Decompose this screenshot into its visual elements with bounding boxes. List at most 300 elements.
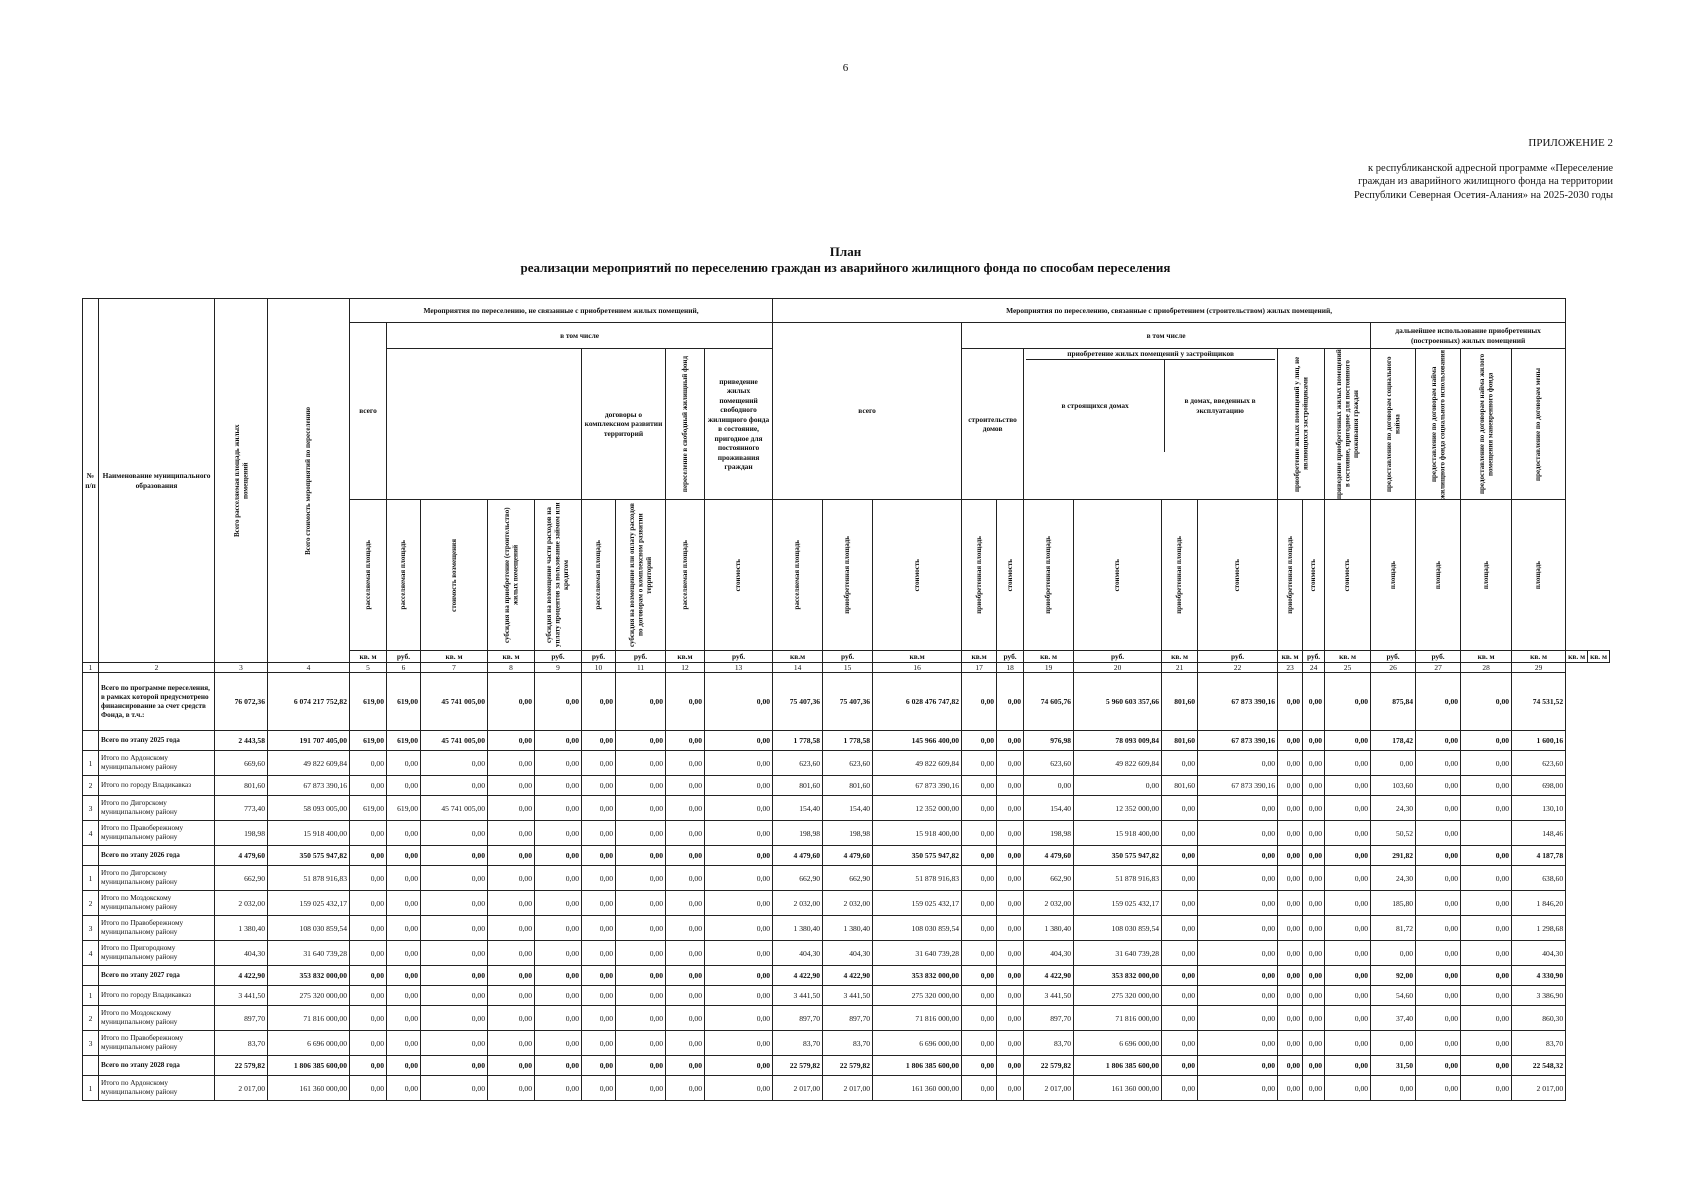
table-cell: 0,00 [1325,1076,1371,1101]
unit-18: руб. [1074,651,1162,663]
unit-28: кв. м [1566,651,1588,663]
table-cell: 0,00 [1416,1056,1461,1076]
table-cell: 0,00 [488,846,535,866]
table-cell: 1 298,68 [1512,916,1566,941]
table-cell: 0,00 [535,673,582,731]
table-cell: 0,00 [616,966,666,986]
table-cell: 1 846,20 [1512,891,1566,916]
table-cell: 0,00 [1416,731,1461,751]
column-number: 10 [582,663,616,673]
header-total-cost: Всего стоимость мероприятий по переселению [268,299,350,663]
table-cell: 58 093 005,00 [268,796,350,821]
column-number: 14 [773,663,823,673]
table-cell: 0,00 [582,941,616,966]
table-cell: 619,00 [350,673,387,731]
table-cell: 0,00 [421,846,488,866]
table-cell: 0,00 [421,1056,488,1076]
table-cell: 0,00 [705,986,773,1006]
table-cell: 275 320 000,00 [873,986,962,1006]
unit-22: руб. [1303,651,1325,663]
table-cell: 0,00 [997,776,1024,796]
table-cell: 0,00 [582,673,616,731]
table-cell: 0,00 [997,891,1024,916]
row-number: 4 [83,941,99,966]
table-cell: 0,00 [1461,846,1512,866]
table-cell: 0,00 [421,916,488,941]
table-cell: 159 025 432,17 [268,891,350,916]
row-number: 2 [83,1006,99,1031]
table-cell: 623,60 [823,751,873,776]
header-further-use: дальнейшее использование приобретенных (построенных) жилых помещений [1371,323,1566,349]
table-cell: 0,00 [421,966,488,986]
table-cell: 0,00 [1162,796,1198,821]
table-cell: 897,70 [773,1006,823,1031]
table-cell: 0,00 [350,1076,387,1101]
table-cell: 0,00 [1416,776,1461,796]
column-number: 7 [421,663,488,673]
table-cell: 76 072,36 [215,673,268,731]
table-cell: 0,00 [1278,796,1303,821]
table-cell: 0,00 [1303,821,1325,846]
table-cell: 0,00 [616,1031,666,1056]
row-number: 1 [83,1076,99,1101]
table-cell: 0,00 [1325,776,1371,796]
table-cell: 353 832 000,00 [873,966,962,986]
sub-acq-area-19: приобретенная площадь [1024,500,1074,651]
table-cell: 0,00 [1416,1006,1461,1031]
table-cell: 0,00 [1325,986,1371,1006]
table-cell: 185,80 [1371,891,1416,916]
row-number: 1 [83,751,99,776]
table-cell: 0,00 [535,846,582,866]
table-cell: 0,00 [582,846,616,866]
header-blank [387,349,582,500]
header-vsego-1: всего [350,323,387,500]
municipality-name: Итого по Дигорскому муниципальному району [99,796,215,821]
table-cell: 0,00 [421,1076,488,1101]
table-cell: 0,00 [997,1076,1024,1101]
table-cell: 0,00 [1461,916,1512,941]
table-cell: 0,00 [1162,866,1198,891]
table-cell: 801,60 [215,776,268,796]
header-acq-dev [1024,349,1278,500]
page-number: 6 [842,62,849,74]
table-cell: 0,00 [387,986,421,1006]
header-exchange: предоставление по договорам мены [1512,349,1566,500]
table-cell: 0,00 [1024,776,1074,796]
table-cell: 619,00 [350,731,387,751]
unit-10: кв.м [666,651,705,663]
column-number: 15 [823,663,873,673]
table-cell: 1 380,40 [215,916,268,941]
sub-free-area-12: расселяемая площадь [666,500,705,651]
table-cell: 0,00 [666,796,705,821]
table-cell: 145 966 400,00 [873,731,962,751]
unit-20: руб. [1198,651,1278,663]
table-cell: 3 441,50 [773,986,823,1006]
sub-area-29: площадь [1512,500,1566,651]
table-cell: 0,00 [1198,796,1278,821]
table-cell: 0,00 [962,673,997,731]
table-cell: 1 380,40 [823,916,873,941]
table-cell: 49 822 609,84 [873,751,962,776]
table-cell: 0,00 [1303,1006,1325,1031]
table-cell: 619,00 [387,673,421,731]
table-cell: 67 873 390,16 [873,776,962,796]
table-cell: 0,00 [535,776,582,796]
row-number [83,966,99,986]
table-cell: 0,00 [421,891,488,916]
table-cell: 0,00 [387,1056,421,1076]
table-cell: 0,00 [997,1056,1024,1076]
table-cell: 0,00 [666,776,705,796]
table-cell: 0,00 [535,1006,582,1031]
table-cell: 0,00 [1303,731,1325,751]
table-cell: 404,30 [823,941,873,966]
unit-19: кв. м [1162,651,1198,663]
table-cell: 0,00 [1162,966,1198,986]
table-cell: 0,00 [582,1076,616,1101]
table-cell: 0,00 [1303,966,1325,986]
sub-subsidy-interest-9: субсидия на возмещение части расходов на уплату процентов за пользование займом или кредитом [535,500,582,651]
sub-kompl-subsidy-11: субсидия на возмещение или оплату расходов по договорам о комплексном развитии территорий [616,500,666,651]
municipality-name: Итого по Ардонскому муниципальному району [99,751,215,776]
column-number: 23 [1278,663,1303,673]
table-cell: 0,00 [616,751,666,776]
table-cell: 67 873 390,16 [1198,673,1278,731]
table-cell: 0,00 [582,866,616,891]
table-cell: 71 816 000,00 [1074,1006,1162,1031]
header-bring-acq: приведение приобретенных жилых помещений в состояние, пригодное для постоянного проживания граждан [1325,349,1371,500]
table-cell: 0,00 [387,1006,421,1031]
sub-subsidy-acq-8: субсидия на приобретение (строительство) жилых помещений [488,500,535,651]
table-cell: 0,00 [1461,966,1512,986]
table-cell: 0,00 [1198,1031,1278,1056]
table-cell: 198,98 [1024,821,1074,846]
sub-cost-22: стоимость [1198,500,1278,651]
table-cell: 1 806 385 600,00 [268,1056,350,1076]
table-cell: 0,00 [421,986,488,1006]
table-cell: 0,00 [705,966,773,986]
table-cell: 0,00 [1303,1031,1325,1056]
title-line-1: План [829,244,862,259]
table-cell: 0,00 [421,1006,488,1031]
table-cell: 1 778,58 [773,731,823,751]
row-number: 2 [83,891,99,916]
table-cell: 0,00 [666,731,705,751]
table-cell: 0,00 [1278,776,1303,796]
row-number: 2 [83,776,99,796]
table-row [83,941,1610,966]
table-cell: 0,00 [350,891,387,916]
table-cell: 0,00 [997,821,1024,846]
table-cell: 0,00 [705,891,773,916]
table-cell: 31,50 [1371,1056,1416,1076]
table-cell: 0,00 [616,1076,666,1101]
table-cell: 0,00 [616,866,666,891]
table-cell: 0,00 [1416,846,1461,866]
table-cell: 0,00 [666,941,705,966]
table-cell: 0,00 [1198,916,1278,941]
table-cell: 0,00 [1278,751,1303,776]
table-cell: 0,00 [350,866,387,891]
table-cell: 350 575 947,82 [1074,846,1162,866]
column-number: 17 [962,663,997,673]
table-cell: 801,60 [1162,731,1198,751]
table-cell: 801,60 [773,776,823,796]
table-cell: 0,00 [962,796,997,821]
unit-9: руб. [616,651,666,663]
table-cell: 0,00 [387,966,421,986]
table-cell: 0,00 [535,751,582,776]
table-cell: 31 640 739,28 [873,941,962,966]
header-in-that-1: в том числе [387,323,773,349]
table-cell: 0,00 [387,751,421,776]
unit-23: кв. м [1325,651,1371,663]
table-cell: 0,00 [1278,673,1303,731]
table-cell: 0,00 [1278,866,1303,891]
table-row [83,1006,1610,1031]
sub-area-28: площадь [1461,500,1512,651]
table-cell: 0,00 [582,731,616,751]
table-cell: 2 017,00 [215,1076,268,1101]
table-cell: 0,00 [962,776,997,796]
table-cell: 0,00 [1303,986,1325,1006]
table-cell: 0,00 [1162,751,1198,776]
table-cell: 0,00 [705,1056,773,1076]
table-cell: 404,30 [1024,941,1074,966]
table-cell: 638,60 [1512,866,1566,891]
table-cell: 0,00 [488,796,535,821]
table-cell: 0,00 [488,986,535,1006]
table-total-row [83,846,1610,866]
table-cell: 159 025 432,17 [1074,891,1162,916]
municipality-name: Всего по этапу 2026 года [99,846,215,866]
table-cell: 54,60 [1371,986,1416,1006]
sub-kompl-area-10: расселяемая площадь [582,500,616,651]
table-cell: 0,00 [1162,1006,1198,1031]
municipality-name: Итого по городу Владикавказ [99,986,215,1006]
municipality-name: Итого по Правобережному муниципальному району [99,916,215,941]
unit-17: кв. м [1024,651,1074,663]
table-cell: 0,00 [962,751,997,776]
table-cell: 0,00 [1461,731,1512,751]
sub-acq-area-21: приобретенная площадь [1162,500,1198,651]
table-cell: 0,00 [582,1006,616,1031]
table-cell: 0,00 [535,866,582,891]
table-cell: 78 093 009,84 [1074,731,1162,751]
table-cell: 0,00 [962,1031,997,1056]
table-row [83,821,1610,846]
sub-cost-16: стоимость [873,500,962,651]
header-bringing: приведение жилых помещений свободного жилищного фонда в состояние, пригодное для постоянного проживания граждан [705,349,773,500]
table-cell: 0,00 [421,821,488,846]
table-cell: 12 352 000,00 [873,796,962,821]
table-cell: 0,00 [1278,1031,1303,1056]
table-cell: 6 696 000,00 [873,1031,962,1056]
unit-5: кв. м [421,651,488,663]
table-cell: 0,00 [1416,1031,1461,1056]
table-cell: 6 074 217 752,82 [268,673,350,731]
sub-acquired-15: приобретенная площадь [823,500,873,651]
table-cell: 0,00 [616,673,666,731]
table-cell: 45 741 005,00 [421,731,488,751]
table-cell: 45 741 005,00 [421,796,488,821]
sub-cost-24: стоимость [1303,500,1325,651]
table-cell: 0,00 [962,1076,997,1101]
table-cell: 15 918 400,00 [873,821,962,846]
table-cell: 0,00 [616,846,666,866]
table-cell: 67 873 390,16 [1198,776,1278,796]
table-cell: 0,00 [1303,941,1325,966]
table-cell: 0,00 [488,966,535,986]
table-cell: 0,00 [1162,891,1198,916]
unit-4: руб. [387,651,421,663]
table-cell: 0,00 [488,891,535,916]
table-cell: 4 422,90 [1024,966,1074,986]
table-cell: 2 017,00 [823,1076,873,1101]
table-cell: 0,00 [1303,916,1325,941]
table-cell: 0,00 [1303,846,1325,866]
table-cell: 0,00 [1162,1076,1198,1101]
table-cell: 0,00 [1325,846,1371,866]
table-cell: 0,00 [1325,966,1371,986]
row-number: 1 [83,866,99,891]
header-maneuver: предоставление по договорам найма жилого помещения маневренного фонда [1461,349,1512,500]
table-cell: 0,00 [705,821,773,846]
table-cell: 3 441,50 [1024,986,1074,1006]
table-cell: 24,30 [1371,796,1416,821]
table-cell: 0,00 [1416,891,1461,916]
municipality-name: Итого по Моздокскому муниципальному району [99,891,215,916]
table-cell: 15 918 400,00 [268,821,350,846]
table-cell: 0,00 [1461,891,1512,916]
unit-21: кв. м [1278,651,1303,663]
table-cell: 6 028 476 747,82 [873,673,962,731]
table-cell: 404,30 [773,941,823,966]
header-group-acquisition: Мероприятия по переселению, связанные с приобретением (строительством) жилых помещений, [773,299,1566,323]
table-cell: 0,00 [1278,986,1303,1006]
header-in-that-2: в том числе [962,323,1371,349]
table-cell: 0,00 [1278,846,1303,866]
table-cell [1461,821,1512,846]
table-cell: 404,30 [215,941,268,966]
table-cell: 0,00 [1278,1056,1303,1076]
table-cell: 154,40 [773,796,823,821]
municipality-name: Всего по этапу 2027 года [99,966,215,986]
table-cell: 4 479,60 [1024,846,1074,866]
table-cell: 275 320 000,00 [268,986,350,1006]
table-cell: 623,60 [1024,751,1074,776]
appendix-line: Республики Северная Осетия-Алания» на 2025-2030 годы [1353,189,1613,201]
table-cell: 31 640 739,28 [268,941,350,966]
table-row [83,891,1610,916]
table-cell: 83,70 [215,1031,268,1056]
table-cell: 0,00 [666,751,705,776]
table-cell: 0,00 [1325,673,1371,731]
table-cell: 350 575 947,82 [873,846,962,866]
table-cell: 2 032,00 [1024,891,1074,916]
table-cell: 0,00 [666,1006,705,1031]
table-cell: 0,00 [1416,941,1461,966]
municipality-name: Всего по этапу 2028 года [99,1056,215,1076]
table-cell: 0,00 [1325,1006,1371,1031]
sub-area-14: расселяемая площадь [773,500,823,651]
table-cell: 0,00 [705,776,773,796]
unit-26: кв. м [1461,651,1512,663]
table-cell: 0,00 [997,941,1024,966]
table-cell: 0,00 [705,866,773,891]
table-cell: 4 187,78 [1512,846,1566,866]
table-cell: 0,00 [1416,821,1461,846]
table-cell: 0,00 [582,986,616,1006]
table-cell: 0,00 [997,966,1024,986]
table-cell: 45 741 005,00 [421,673,488,731]
column-number: 20 [1074,663,1162,673]
table-cell: 0,00 [1461,1056,1512,1076]
column-number: 28 [1461,663,1512,673]
municipality-name: Итого по Пригородному муниципальному району [99,941,215,966]
table-cell: 0,00 [421,941,488,966]
column-number: 1 [83,663,99,673]
table-cell: 0,00 [1325,891,1371,916]
column-number: 21 [1162,663,1198,673]
column-number: 24 [1303,663,1325,673]
row-number: 3 [83,916,99,941]
table-cell: 0,00 [1278,966,1303,986]
table-row [83,1031,1610,1056]
table-cell: 0,00 [387,776,421,796]
table-cell: 0,00 [666,891,705,916]
table-cell: 897,70 [215,1006,268,1031]
table-cell: 0,00 [616,916,666,941]
appendix-block [1354,137,1613,202]
table-cell: 0,00 [488,1076,535,1101]
table-cell: 0,00 [1325,866,1371,891]
table-cell: 0,00 [1198,986,1278,1006]
column-number: 16 [873,663,962,673]
table-total-row [83,1056,1610,1076]
table-cell: 4 479,60 [773,846,823,866]
unit-25: руб. [1416,651,1461,663]
table-cell: 92,00 [1371,966,1416,986]
table-cell: 0,00 [1371,751,1416,776]
table-cell: 0,00 [488,1006,535,1031]
table-cell: 0,00 [616,776,666,796]
header-total-area: Всего расселяемая площадь жилых помещений [215,299,268,663]
appendix-line: граждан из аварийного жилищного фонда на территории [1358,176,1613,187]
table-cell: 0,00 [421,776,488,796]
table-cell: 31 640 739,28 [1074,941,1162,966]
table-cell: 619,00 [350,796,387,821]
table-cell: 0,00 [1371,1076,1416,1101]
unit-16: руб. [997,651,1024,663]
table-cell: 0,00 [997,986,1024,1006]
row-number: 1 [83,986,99,1006]
table-cell: 0,00 [350,821,387,846]
table-cell: 0,00 [350,1006,387,1031]
table-cell: 0,00 [350,966,387,986]
table-cell: 0,00 [1278,1006,1303,1031]
municipality-name: Итого по Моздокскому муниципальному району [99,1006,215,1031]
table-cell: 619,00 [387,731,421,751]
table-cell: 0,00 [962,1006,997,1031]
table-cell: 0,00 [1162,1056,1198,1076]
table-cell: 0,00 [421,751,488,776]
sub-area-5: расселяемая площадь [350,500,387,651]
table-cell: 353 832 000,00 [1074,966,1162,986]
table-cell: 0,00 [1162,821,1198,846]
